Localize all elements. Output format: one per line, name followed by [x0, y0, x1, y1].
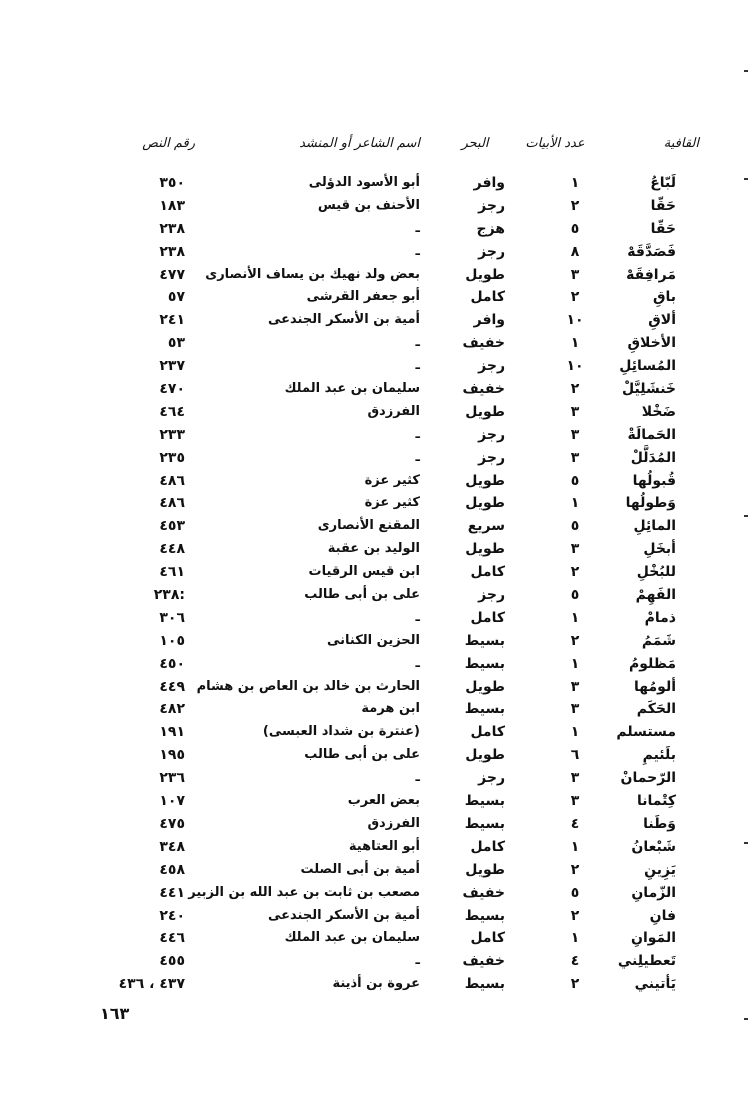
text-number-cell: ٤٧٧	[159, 266, 185, 283]
qafiya-cell: ألومُها	[634, 678, 676, 695]
meter-cell: طويل	[465, 495, 505, 512]
verse-count-cell: ٢	[570, 976, 580, 993]
poet-cell: الحزين الكنانى	[326, 632, 420, 648]
table-row	[0, 241, 755, 264]
text-number-cell: ١٠٧	[159, 793, 185, 810]
header-verse-count: عدد الأبيات	[525, 136, 585, 151]
qafiya-cell: مستسلم	[616, 724, 676, 741]
poet-cell: سليمان بن عبد الملك	[284, 381, 420, 397]
verse-count-cell: ٣	[570, 541, 580, 558]
verse-count-cell: ١	[570, 838, 580, 855]
poet-cell: ـ	[415, 953, 420, 969]
text-number-cell: ٤٧٠	[159, 381, 185, 398]
scan-edge-mark	[744, 1018, 748, 1020]
meter-cell: طويل	[465, 472, 505, 489]
meter-cell: كامل	[470, 838, 505, 855]
table-row	[0, 698, 755, 721]
poet-cell: (عنترة بن شداد العبسى)	[262, 724, 420, 740]
qafiya-cell: بلَئيمِ	[642, 747, 676, 764]
poet-cell: أبو الأسود الدؤلى	[308, 175, 420, 190]
text-number-cell: ٤٤٨	[159, 541, 185, 558]
poet-cell: ـ	[415, 335, 420, 351]
poet-cell: ـ	[415, 358, 420, 374]
header-text-number: رقم النص	[142, 136, 195, 151]
verse-count-cell: ٢	[570, 632, 580, 649]
text-number-cell: ٤٤١	[159, 884, 185, 901]
qafiya-cell: يَأتيني	[634, 976, 676, 993]
meter-cell: طويل	[465, 678, 505, 695]
text-number-cell: ٤٣٧ ، ٤٣٦	[118, 976, 185, 993]
qafiya-cell: الأخلاقِ	[627, 335, 676, 352]
table-row	[0, 355, 755, 378]
qafiya-cell: وَطولُها	[625, 495, 676, 512]
table-row	[0, 790, 755, 813]
verse-count-cell: ٣	[570, 678, 580, 695]
text-number-cell: ٤٥٥	[159, 953, 185, 970]
verse-count-cell: ٨	[570, 243, 580, 260]
meter-cell: طويل	[465, 541, 505, 558]
scan-edge-mark	[744, 70, 748, 72]
poet-cell: الحارث بن خالد بن العاص بن هشام	[196, 678, 420, 694]
qafiya-cell: الحَكَم	[636, 701, 676, 718]
table-row	[0, 515, 755, 538]
verse-count-cell: ٣	[570, 770, 580, 787]
meter-cell: رجز	[478, 358, 505, 375]
poet-cell: بعض العرب	[347, 793, 420, 809]
text-number-cell: ٢٣٨	[159, 243, 185, 260]
poet-cell: كثير عزة	[364, 495, 420, 511]
poet-cell: ـ	[415, 770, 420, 786]
text-number-cell: ٥٧	[167, 289, 185, 306]
verse-count-cell: ٢	[570, 197, 580, 214]
meter-cell: طويل	[465, 747, 505, 764]
table-row	[0, 653, 755, 676]
verse-count-cell: ٢	[570, 907, 580, 924]
poet-cell: الأحنف بن قيس	[317, 197, 420, 213]
text-number-cell: ٤٥٨	[159, 861, 185, 878]
meter-cell: كامل	[470, 564, 505, 581]
poet-cell: مصعب بن ثابت بن عبد الله بن الزبير	[188, 884, 420, 900]
table-row	[0, 630, 755, 653]
table-row	[0, 859, 755, 882]
table-row	[0, 584, 755, 607]
qafiya-cell: شَمَمُ	[641, 632, 676, 649]
qafiya-cell: حَقّا	[650, 197, 676, 214]
text-number-cell: ٤٤٩	[159, 678, 185, 695]
table-row	[0, 950, 755, 973]
text-number-cell: ٢٣٨	[159, 220, 185, 237]
meter-cell: بسيط	[464, 701, 505, 718]
table-row	[0, 607, 755, 630]
scan-edge-mark	[744, 178, 748, 180]
verse-count-cell: ١	[570, 609, 580, 626]
meter-cell: خفيف	[462, 381, 505, 398]
table-row	[0, 767, 755, 790]
table-row	[0, 332, 755, 355]
table-row	[0, 905, 755, 928]
table-row	[0, 470, 755, 493]
meter-cell: سريع	[467, 518, 505, 535]
qafiya-cell: الفَهِمْ	[635, 587, 676, 604]
meter-cell: بسيط	[464, 907, 505, 924]
table-row	[0, 676, 755, 699]
table-row	[0, 286, 755, 309]
verse-count-cell: ٢	[570, 861, 580, 878]
table-row	[0, 744, 755, 767]
qafiya-cell: كِتْمانا	[636, 793, 676, 810]
poet-cell: الفرزدق	[367, 403, 420, 419]
verse-count-cell: ١٠	[566, 312, 584, 329]
table-row	[0, 973, 755, 996]
verse-count-cell: ١٠	[566, 358, 584, 375]
verse-count-cell: ٥	[570, 220, 580, 237]
poet-cell: ـ	[415, 609, 420, 625]
poet-cell: على بن أبى طالب	[304, 587, 420, 603]
qafiya-cell: المُدَلَّلْ	[630, 449, 676, 466]
header-meter: البحر	[461, 136, 489, 151]
text-number-cell: ٤٤٦	[159, 930, 185, 947]
table-row	[0, 561, 755, 584]
poet-cell: أمية بن الأسكر الجندعى	[268, 907, 420, 923]
table-row	[0, 172, 755, 195]
meter-cell: رجز	[478, 243, 505, 260]
verse-count-cell: ١	[570, 930, 580, 947]
table-row	[0, 721, 755, 744]
qafiya-cell: المُسائِلِ	[619, 358, 676, 375]
meter-cell: وافر	[473, 312, 505, 329]
table-body	[0, 172, 755, 996]
verse-count-cell: ٣	[570, 266, 580, 283]
qafiya-cell: باقِ	[652, 289, 676, 306]
meter-cell: رجز	[478, 770, 505, 787]
text-number-cell: ١٩١	[159, 724, 185, 741]
qafiya-cell: يَزِينِ	[644, 861, 676, 878]
meter-cell: طويل	[465, 861, 505, 878]
qafiya-cell: الحَمالَةْ	[627, 426, 676, 443]
verse-count-cell: ٤	[570, 953, 580, 970]
qafiya-cell: وَطَنا	[643, 815, 676, 832]
qafiya-cell: خَنشَلِيَّلْ	[622, 381, 676, 398]
poet-cell: الوليد بن عقبة	[327, 541, 420, 557]
verse-count-cell: ٣	[570, 701, 580, 718]
table-row	[0, 492, 755, 515]
scan-edge-mark	[744, 842, 748, 844]
table-row	[0, 195, 755, 218]
verse-count-cell: ٥	[570, 884, 580, 901]
verse-count-cell: ٢	[570, 381, 580, 398]
meter-cell: رجز	[478, 426, 505, 443]
poet-cell: ـ	[415, 243, 420, 259]
verse-count-cell: ٤	[570, 815, 580, 832]
table-row	[0, 836, 755, 859]
verse-count-cell: ٣	[570, 449, 580, 466]
table-row	[0, 218, 755, 241]
poet-cell: ـ	[415, 426, 420, 442]
verse-count-cell: ٢	[570, 564, 580, 581]
meter-cell: بسيط	[464, 793, 505, 810]
table-row	[0, 882, 755, 905]
verse-count-cell: ٣	[570, 403, 580, 420]
qafiya-cell: أبخَلِ	[643, 541, 676, 558]
table-row	[0, 538, 755, 561]
table-row	[0, 447, 755, 470]
text-number-cell: ٤٧٥	[159, 815, 185, 832]
text-number-cell: ٤٥٠	[159, 655, 185, 672]
header-poet: اسم الشاعر أو المنشد	[299, 136, 420, 151]
meter-cell: رجز	[478, 197, 505, 214]
text-number-cell: ٣٠٦	[159, 609, 185, 626]
text-number-cell: ٢٣٦	[159, 770, 185, 787]
page-number: ١٦٣	[100, 1004, 130, 1023]
meter-cell: خفيف	[462, 953, 505, 970]
verse-count-cell: ١	[570, 335, 580, 352]
meter-cell: كامل	[470, 724, 505, 741]
table-row	[0, 309, 755, 332]
poet-cell: على بن أبى طالب	[304, 747, 420, 763]
text-number-cell: ١٠٥	[159, 632, 185, 649]
qafiya-cell: فَصَدَّقَهْ	[627, 243, 676, 260]
poet-cell: ـ	[415, 449, 420, 465]
text-number-cell: ١٩٥	[159, 747, 185, 764]
qafiya-cell: الزّمانِ	[631, 884, 676, 901]
qafiya-cell: ألاقِ	[648, 312, 676, 329]
poet-cell: أبو جعفر القرشى	[306, 289, 420, 305]
verse-count-cell: ١	[570, 655, 580, 672]
text-number-cell: ٤٦١	[159, 564, 185, 581]
verse-count-cell: ٥	[570, 587, 580, 604]
meter-cell: بسيط	[464, 655, 505, 672]
text-number-cell: ٢٣٥	[159, 449, 185, 466]
table-row	[0, 264, 755, 287]
qafiya-cell: المَوانِ	[631, 930, 676, 947]
meter-cell: رجز	[478, 587, 505, 604]
poet-cell: ابن هرمة	[361, 701, 420, 717]
meter-cell: خفيف	[462, 335, 505, 352]
text-number-cell: ٤٦٤	[159, 403, 185, 420]
poet-cell: ابن قيس الرقيات	[308, 564, 420, 580]
poet-cell: ـ	[415, 220, 420, 236]
qafiya-cell: شَبْعانُ	[631, 838, 676, 855]
text-number-cell: ٢٣٨:	[153, 587, 185, 604]
text-number-cell: ٤٨٢	[159, 701, 185, 718]
qafiya-cell: ضَخْلا	[641, 403, 676, 420]
verse-count-cell: ٦	[570, 747, 580, 764]
qafiya-cell: فانِ	[649, 907, 676, 924]
header-qafiya: القافية	[663, 136, 699, 151]
meter-cell: بسيط	[464, 976, 505, 993]
meter-cell: خفيف	[462, 884, 505, 901]
qafiya-cell: الرّحمانْ	[620, 770, 676, 787]
text-number-cell: ٢٤١	[159, 312, 185, 329]
qafiya-cell: مَرافِقَهْ	[626, 266, 676, 283]
meter-cell: رجز	[478, 449, 505, 466]
table-row	[0, 927, 755, 950]
poet-cell: كثير عزة	[364, 472, 420, 488]
text-number-cell: ٢٣٧	[159, 358, 185, 375]
qafiya-cell: ذمامْ	[644, 609, 676, 626]
verse-count-cell: ٣	[570, 426, 580, 443]
meter-cell: وافر	[473, 175, 505, 191]
poet-cell: أمية بن أبى الصلت	[300, 861, 420, 877]
text-number-cell: ٥٣	[167, 335, 185, 352]
poet-cell: سليمان بن عبد الملك	[284, 930, 420, 946]
poet-cell: ـ	[415, 655, 420, 671]
meter-cell: هزج	[476, 220, 505, 237]
meter-cell: طويل	[465, 266, 505, 283]
verse-count-cell: ١	[570, 724, 580, 741]
meter-cell: بسيط	[464, 632, 505, 649]
text-number-cell: ٤٨٦	[159, 472, 185, 489]
verse-count-cell: ٥	[570, 518, 580, 535]
text-number-cell: ٤٥٣	[159, 518, 185, 535]
poet-cell: عروة بن أذينة	[332, 976, 420, 992]
poet-cell: أبو العتاهية	[348, 838, 420, 854]
text-number-cell: ١٨٣	[159, 197, 185, 214]
text-number-cell: ٣٥٠	[159, 175, 185, 191]
table-header	[0, 136, 755, 156]
text-number-cell: ٢٣٣	[159, 426, 185, 443]
scan-edge-mark	[744, 515, 748, 517]
poet-cell: المقنع الأنصارى	[317, 518, 420, 534]
text-number-cell: ٢٤٠	[159, 907, 185, 924]
poet-cell: بعض ولد نهيك بن يساف الأنصارى	[205, 266, 420, 282]
qafiya-cell: لَبّاعُ	[650, 175, 676, 191]
meter-cell: كامل	[470, 930, 505, 947]
table-row	[0, 813, 755, 836]
verse-count-cell: ٢	[570, 289, 580, 306]
meter-cell: كامل	[470, 609, 505, 626]
table-row	[0, 378, 755, 401]
meter-cell: طويل	[465, 403, 505, 420]
table-row	[0, 401, 755, 424]
poet-cell: أمية بن الأسكر الجندعى	[268, 312, 420, 328]
meter-cell: بسيط	[464, 815, 505, 832]
text-number-cell: ٤٨٦	[159, 495, 185, 512]
qafiya-cell: حَقّا	[650, 220, 676, 237]
qafiya-cell: قُبولُها	[632, 472, 676, 489]
meter-cell: كامل	[470, 289, 505, 306]
qafiya-cell: تَعطيلِني	[617, 953, 676, 970]
text-number-cell: ٣٤٨	[159, 838, 185, 855]
verse-count-cell: ١	[570, 175, 580, 191]
qafiya-cell: مَظلومُ	[628, 655, 676, 672]
poet-cell: الفرزدق	[367, 815, 420, 831]
verse-count-cell: ٥	[570, 472, 580, 489]
verse-count-cell: ٣	[570, 793, 580, 810]
qafiya-cell: المائِلِ	[633, 518, 676, 535]
table-row	[0, 424, 755, 447]
verse-count-cell: ١	[570, 495, 580, 512]
qafiya-cell: للبُخْلِ	[636, 564, 676, 581]
